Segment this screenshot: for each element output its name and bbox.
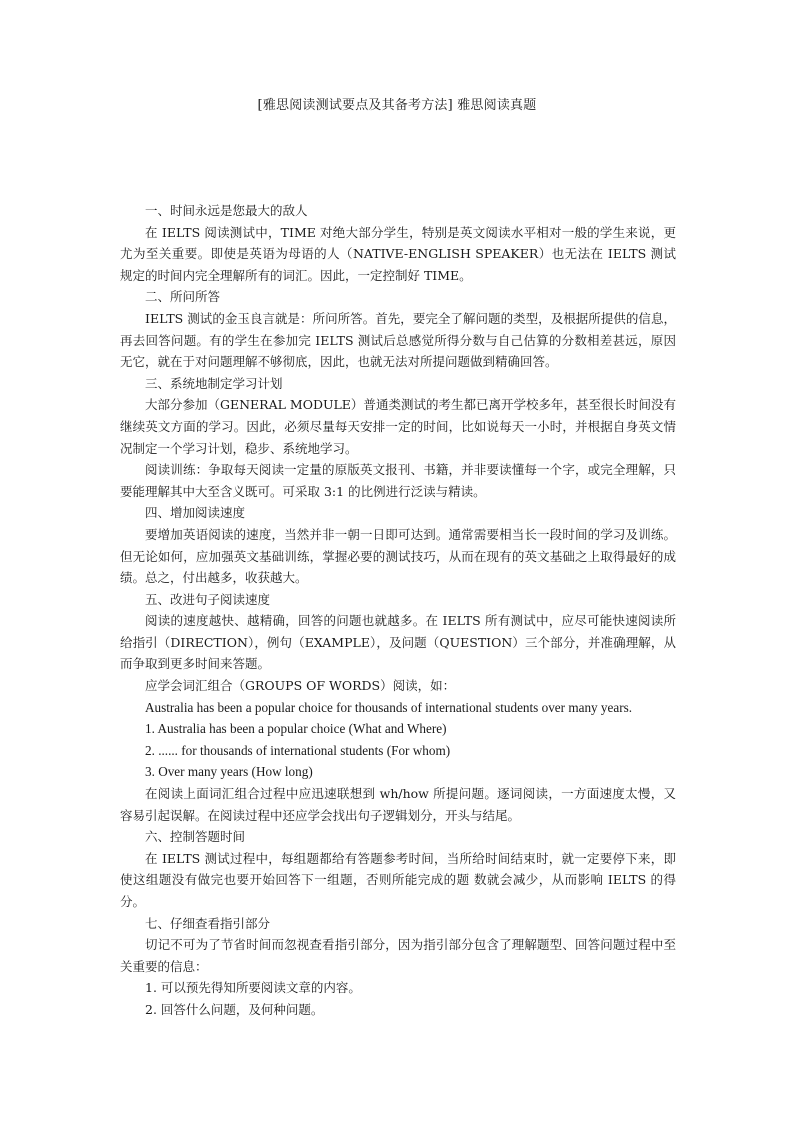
paragraph: 阅读的速度越快、越精确，回答的问题也就越多。在 IELTS 所有测试中，应尽可能快速阅读所给指引（DIRECTION），例句（EXAMPLE），及问题（QUESTION）三个部分，并准确理解，从而争取到更多时间来答题。: [120, 613, 676, 672]
section-heading: 三、系统地制定学习计划: [145, 375, 283, 391]
section-heading: 六、控制答题时间: [145, 829, 246, 845]
section-heading: 七、仔细查看指引部分: [145, 915, 271, 931]
section-heading: 五、改进句子阅读速度: [145, 591, 271, 607]
document-title: [雅思阅读测试要点及其备考方法] 雅思阅读真题: [257, 98, 537, 113]
section-heading: 四、增加阅读速度: [145, 505, 246, 521]
paragraph: 在 IELTS 阅读测试中，TIME 对绝大部分学生，特别是英文阅读水平相对一般的学生来说，更尤为至关重要。即使是英语为母语的人（NATIVE-ENGLISH SPEAKER）也无法在 IELTS 测试规定的时间内完全理解所有的词汇。因此，一定控制好 TIME。: [120, 224, 676, 283]
paragraph: 应学会词汇组合（GROUPS OF WORDS）阅读，如：: [145, 678, 456, 694]
list-item: 1. 可以预先得知所要阅读文章的内容。: [145, 980, 361, 996]
paragraph: 大部分参加（GENERAL MODULE）普通类测试的考生都已离开学校多年，甚至很长时间没有继续英文方面的学习。因此，必须尽量每天安排一定的时间，比如说每天一小时，并根据自身英文情况制定一个学习计划，稳步、系统地学习。: [120, 397, 676, 456]
english-example-item: 2. ...... for thousands of international students (For whom): [145, 742, 451, 758]
paragraph: 在阅读上面词汇组合过程中应迅速联想到 wh/how 所提问题。逐词阅读，一方面速度太慢，又容易引起误解。在阅读过程中还应学会找出句子逻辑划分，开头与结尾。: [120, 786, 676, 823]
document-body: [120, 200, 676, 1021]
section-heading: 一、时间永远是您最大的敌人: [145, 203, 308, 218]
paragraph: 阅读训练：争取每天阅读一定量的原版英文报刊、书籍，并非要读懂每一个字，或完全理解，只要能理解其中大至含义既可。可采取 3:1 的比例进行泛读与精读。: [120, 462, 676, 499]
english-example-item: 3. Over many years (How long): [145, 764, 313, 780]
paragraph: IELTS 测试的金玉良言就是：所问所答。首先，要完全了解问题的类型，及根据所提供的信息，再去回答问题。有的学生在参加完 IELTS 测试后总感觉所得分数与自己估算的分数相差甚远，原因无它，就在于对问题理解不够彻底，因此，也就无法对所提问题做到精确回答。: [120, 310, 676, 370]
list-item: 2. 回答什么问题，及何种问题。: [145, 1001, 324, 1017]
english-example-sentence: Australia has been a popular choice for thousands of international students over many years.: [145, 699, 633, 715]
paragraph: 在 IELTS 测试过程中，每组题都给有答题参考时间，当所给时间结束时，就一定要停下来，即使这组题没有做完也要开始回答下一组题，否则所能完成的题 数就会减少，从而影响 IELTS 的得分。: [120, 850, 676, 909]
section-heading: 二、所问所答: [145, 289, 221, 305]
english-example-item: 1. Australia has been a popular choice (What and Where): [145, 721, 447, 737]
paragraph: 要增加英语阅读的速度，当然并非一朝一日即可达到。通常需要相当长一段时间的学习及训练。但无论如何，应加强英文基础训练，掌握必要的测试技巧，从而在现有的英文基础之上取得最好的成绩。总之，付出越多，收获越大。: [120, 526, 676, 586]
paragraph: 切记不可为了节省时间而忽视查看指引部分，因为指引部分包含了理解题型、回答问题过程中至关重要的信息：: [120, 937, 676, 974]
